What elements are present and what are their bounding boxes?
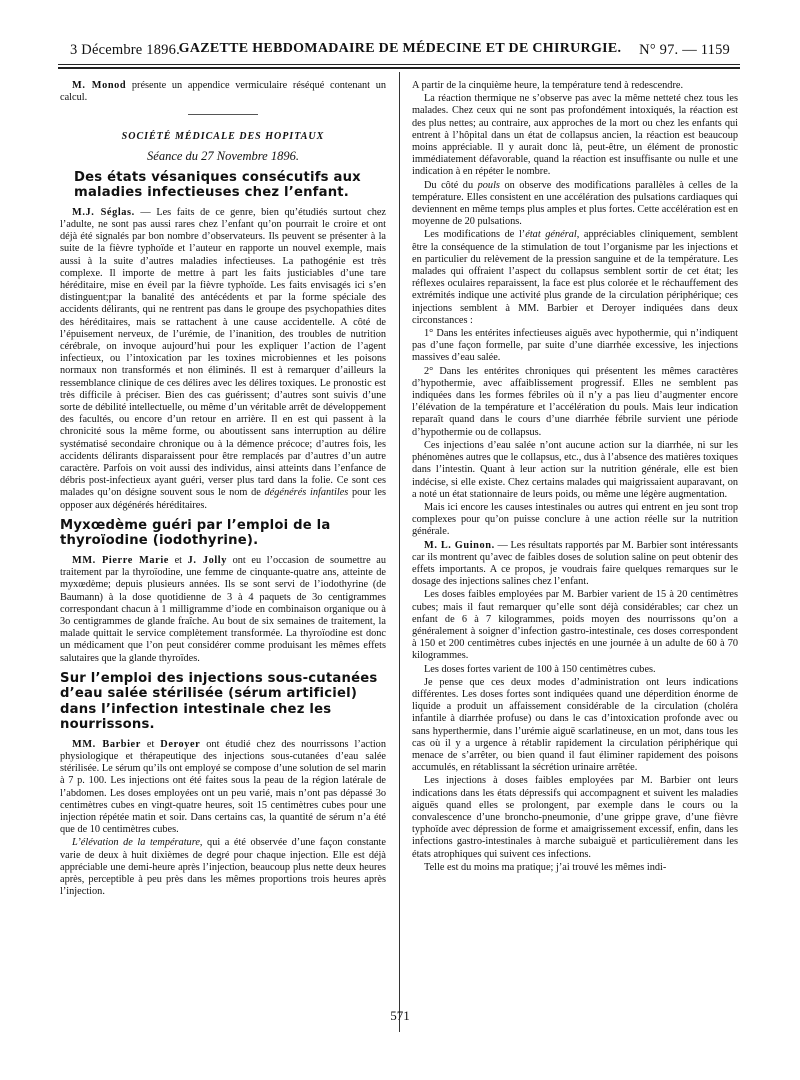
paragraph-text: pour les opposer aux dégénérés héréditaires. (60, 487, 386, 511)
column-divider (399, 72, 400, 1032)
enumerated-paragraph: 2° Dans les entérites chroniques qui présentent les mêmes caractères d’hypothermie, avec affaiblissement progressif. Elles ne semblent pas indiquées dans les formes fébriles où il n’y a pas lieu d’augmenter encore l’élévation de la température et l’accélération du pouls. Mais leur indication reparaît quand dans le cours d’une diarrhée fébrile survient une période d’hypothermie ou de collapsus. (412, 365, 738, 438)
paragraph-text: — Les résultats rapportés par M. Barbier sont intéressants car ils montrent qu’avec de faibles doses de solution saline on peut obtenir des effets importants. A ce propos, je voudrais faire quelques remarques sur le dosage des injections salines chez l’enfant. (412, 539, 738, 588)
paragraph-text: , qui a été observée d’une façon constante varie de deux à huit dixièmes de degré pour chaque injection. Elle est déjà appréciable une demi-heure après l’injection, beaucoup plus nette deux heures après, perceptible à peu près dans les mêmes proportions trois heures après l’injection. (60, 837, 386, 898)
article-paragraph: Les doses faibles employées par M. Barbier varient de 15 à 20 centimètres cubes; mais il faut remarquer qu’elle sont déjà considérables; car chez un enfant de 6 à 7 kilogrammes, poids moyen des nourrissons qu’on a généralement à soigner d’infection gastro-intestinale, ces doses correspondent à 150 et 200 centimètres cubes injectés en une journée à un adulte de 60 à 70 kilogrammes. (412, 589, 738, 662)
header-rule-thick (58, 67, 740, 69)
paragraph-text: — Les faits de ce genre, bien qu’étudiés surtout chez l’adulte, ne sont pas aussi rares chez l’enfant qu’on pourrait le croire et ont déjà été signalés par bon nombre d’observateurs. Ils peuvent se présenter à la suite de la fièvre typhoïde et l’auteur en rapporte un nouvel exemple, mais aussi à la suite d’autres maladies infectieuses. La pathogénie est très complexe. Il importe de mettre à part les faits justiciables d’une tare héréditaire, mise en éveil par la fièvre typhoïde. Les faits envisagés ici s’en distinguent;par la banalité des antécédents et par la forme spéciale des accidents délirants, qui ne rentrent pas dans le groupe des psychopathies dites des héréditaires, mais se rattachent à une cause accidentelle. A côté de l’épuisement nerveux, de l’urémie, de l’inanition, des troubles de nutrition cérébrale, on invoque aujourd’hui pour les expliquer l’action de l’agent infectieux, ou l’intoxication par les toxines microbiennes et les poisons normaux non transformés et non éliminés. Il est à remarquer d’ailleurs la ressemblance clinique de ces délires avec les délires toxiques. Le pronostic est très difficile à préciser. Bien des cas guérissent; d’autres sont suivis d’une sorte de débilité intellectuelle, ou même d’un véritable arrêt de développement des facultés, ou encore d’un retour en arrière. Il en est qui passent à la chronicité sous la même forme, ou aboutissent sans interruption au délire systématisé secondaire chronique ou à la démence précoce; d’autres fois, les accidents délirants disparaissent pour être remplacés par d’autres d’un autre caractère. Parfois on voit aussi des individus, ainsi atteints dans l’enfance de débris post-infectieux ayant guéri, verser plus tard dans la folie. Ce sont ces malades qu’on désigne souvent sous le nom de (60, 206, 386, 499)
article-paragraph: Mais ici encore les causes intestinales ou autres qui entrent en jeu sont trop complexes pour qu’on puisse conclure à une action réelle sur la nutrition générale. (412, 501, 738, 538)
article-paragraph (60, 555, 386, 665)
paragraph-text: Les modifications de l’ (424, 229, 526, 241)
monod-paragraph (60, 80, 386, 104)
enumerated-paragraph: 1° Dans les entérites infectieuses aiguës avec hypothermie, qui n’indiquent pas d’une façon formelle, par suite d’une diarrhée excessive, les injections massives d’eau salée. (412, 328, 738, 364)
paragraph-text: présente un appendice vermiculaire réséqué contenant un calcul. (60, 80, 387, 104)
section-rule (188, 114, 258, 115)
conjunction: et (140, 738, 161, 750)
author-name: MM. Pierre Marie (72, 554, 169, 566)
paragraph-text: ont étudié chez des nourrissons l’action physiologique et thérapeutique des injections sous-cutanées d’eau salée stérilisée. Le sérum qu’ils ont employé se compose d’une solution de sel marin à 7 p. 100. Les injections ont été faites sous la peau de la région latérale de l’abdomen. Les doses employées ont un peu varié, mais n’ont pas dépassé 3o centimètres cubes en vingt-quatre heures, soit 15 centimètres cubes pour une injection répétée matin et soir. Dans certains cas, la quantité de sérum n’a été que de 10 centimètres cubes. (60, 738, 386, 836)
paragraph-text: ont eu l’occasion de soumettre au traitement par la thyroïodine, une femme de cinquante-quatre ans, atteinte de myxœdème; depuis plusieurs années. Ils se sont servi de l’iodothyrine (de Baumann) à la dose quotidienne de 3 à 4 paquets de 3o centigrammes correspondant chacun à 1 milligramme d’iode en combinaison organique ou à 3o centigrammes de glande fraîche. Au bout de six semaines de traitement, la malade quittait le service complètement transformée. La thyroïodine est donc un médicament que l’on peut considérer comme produisant les mêmes effets salutaires que la glande thyroïdes. (60, 554, 386, 664)
article-paragraph: Telle est du moins ma pratique; j’ai trouvé les mêmes indi- (424, 861, 667, 873)
article-title: Myxœdème guéri par l’emploi de la thyroïodine (iodothyrine). (60, 517, 331, 549)
session-date: Séance du 27 Novembre 1896. (147, 148, 299, 163)
italic-term: dégénérés infantiles (264, 487, 349, 499)
article-paragraph: La réaction thermique ne s’observe pas avec la même netteté chez tous les malades. Chez ceux qui ne sont pas profondément intoxiqués, la réaction est des plus nettes; au contraire, aux approches de la mort ou chez les enfants qui entrent à l’hôpital dans un état de collapsus ancien, la réaction est beaucoup moins appréciable. Il y aurait donc là, peut-être, un élément de pronostic immédiatement défavorable, quand la réaction est insuffisante ou nulle et une indication à en répéter le nombre. (412, 93, 738, 178)
italic-term: état général (525, 229, 577, 241)
article-paragraph (60, 739, 386, 837)
article-paragraph: Ces injections d’eau salée n’ont aucune action sur la diarrhée, ni sur les phénomènes autres que le collapsus, etc., dus à l’absence des matières toxiques dans l’intestin. Quant à leur action sur la nutrition générale, elle est bien indécise, si elle existe. Chez certains malades qui maigrissaient auparavant, on a noté un état stationnaire de leurs poids, ou même une légère augmentation. (412, 439, 738, 500)
italic-term: L’élévation de la température (72, 837, 200, 849)
paragraph-text: Du côté du (424, 179, 478, 191)
issue-number: N° 97. — 1159 (639, 42, 730, 58)
author-name: J. Jolly (187, 554, 227, 566)
header-rule (58, 64, 740, 65)
article-paragraph (60, 207, 386, 512)
paragraph-text: , appréciables cliniquement, semblent être la conséquence de la stimulation de tout l’organisme par les injections et en particulier du relèvement de la pression sanguine et de la température. Les malades qui offraient l’aspect du collapsus semblent sortir de cet état; les réflexes oculaires reparaissent, la face est plus colorée et le réchauffement des extrémités indique une activité plus grande de la circulation périphérique; ces injections semblent à MM. Barbier et Deroyer indiquées dans deux circonstances : (412, 229, 739, 326)
author-name: M. L. Guinon. (424, 539, 495, 551)
author-name: Deroyer (160, 738, 201, 750)
running-header (70, 40, 730, 64)
page-number: 571 (390, 1008, 410, 1023)
article-paragraph (412, 229, 738, 327)
article-paragraph: Les injections à doses faibles employées par M. Barbier ont leurs indications dans les états dépressifs qui accompagnent et suivent les maladies aiguës quand elles se prolongent, par exemple dans le cours ou la convalescence d’une broncho-pneumonie, d’une grippe grave, d’une fièvre typhoïde avec dépression de forme et amaigrissement excessif, enfin, dans les infections gastro-intestinales à marche subaiguë et particulièrement dans les états atrophiques qui suivent ces infections. (412, 775, 738, 860)
article-paragraph: A partir de la cinquième heure, la température tend à redescendre. (412, 80, 684, 91)
conjunction: et (168, 554, 188, 566)
article-paragraph (412, 540, 738, 589)
left-column (60, 80, 386, 899)
article-paragraph: Je pense que ces deux modes d’administration ont leurs indications différentes. Les doses fortes sont indiquées quand une déperdition énorme de liquide a produit un affaissement considérable de la circulation (choléra infantile à diarrhée profuse) ou dans le cas d’intoxication profonde avec ou sans hyperthermie, dans l’urémie aiguë scarlatineuse, en un mot, dans tous les cas où il y a urgence à rétablir rapidement la circulation périphérique qui menace de s’arrêter, ou bien quand il faut éliminer rapidement des poisons accumulés, en rétablissant la sécrétion urinaire arrêtée. (412, 676, 738, 774)
article-title: Sur l’emploi des injections sous-cutanées d’eau salée stérilisée (sérum artificiel) dans l’infection intestinale chez les nourrissons. (60, 670, 378, 733)
article-paragraph: Les doses fortes varient de 100 à 150 centimètres cubes. (424, 663, 656, 675)
right-column (412, 80, 738, 875)
paragraph-text: on observe des modifications parallèles à celles de la température. Elles consistent en une accélération des pulsations cardiaques qui deviennent en même temps plus amples et plus fortes. Cette accélération est en moyenne de 20 pulsations. (412, 179, 738, 228)
journal-title: GAZETTE HEBDOMADAIRE DE MÉDECINE ET DE CHIRURGIE. (178, 41, 622, 56)
article-title: Des états vésaniques consécutifs aux maladies infectieuses chez l’enfant. (74, 169, 361, 201)
italic-term: pouls (477, 179, 500, 191)
society-heading: SOCIÉTÉ MÉDICALE DES HOPITAUX (121, 131, 325, 143)
author-name: M.J. Séglas. (72, 206, 135, 218)
author-name: M. Monod (72, 80, 127, 91)
article-paragraph (412, 180, 738, 229)
article-paragraph (60, 837, 386, 898)
issue-date: 3 Décembre 1896. (70, 42, 180, 58)
author-name: MM. Barbier (72, 738, 141, 750)
